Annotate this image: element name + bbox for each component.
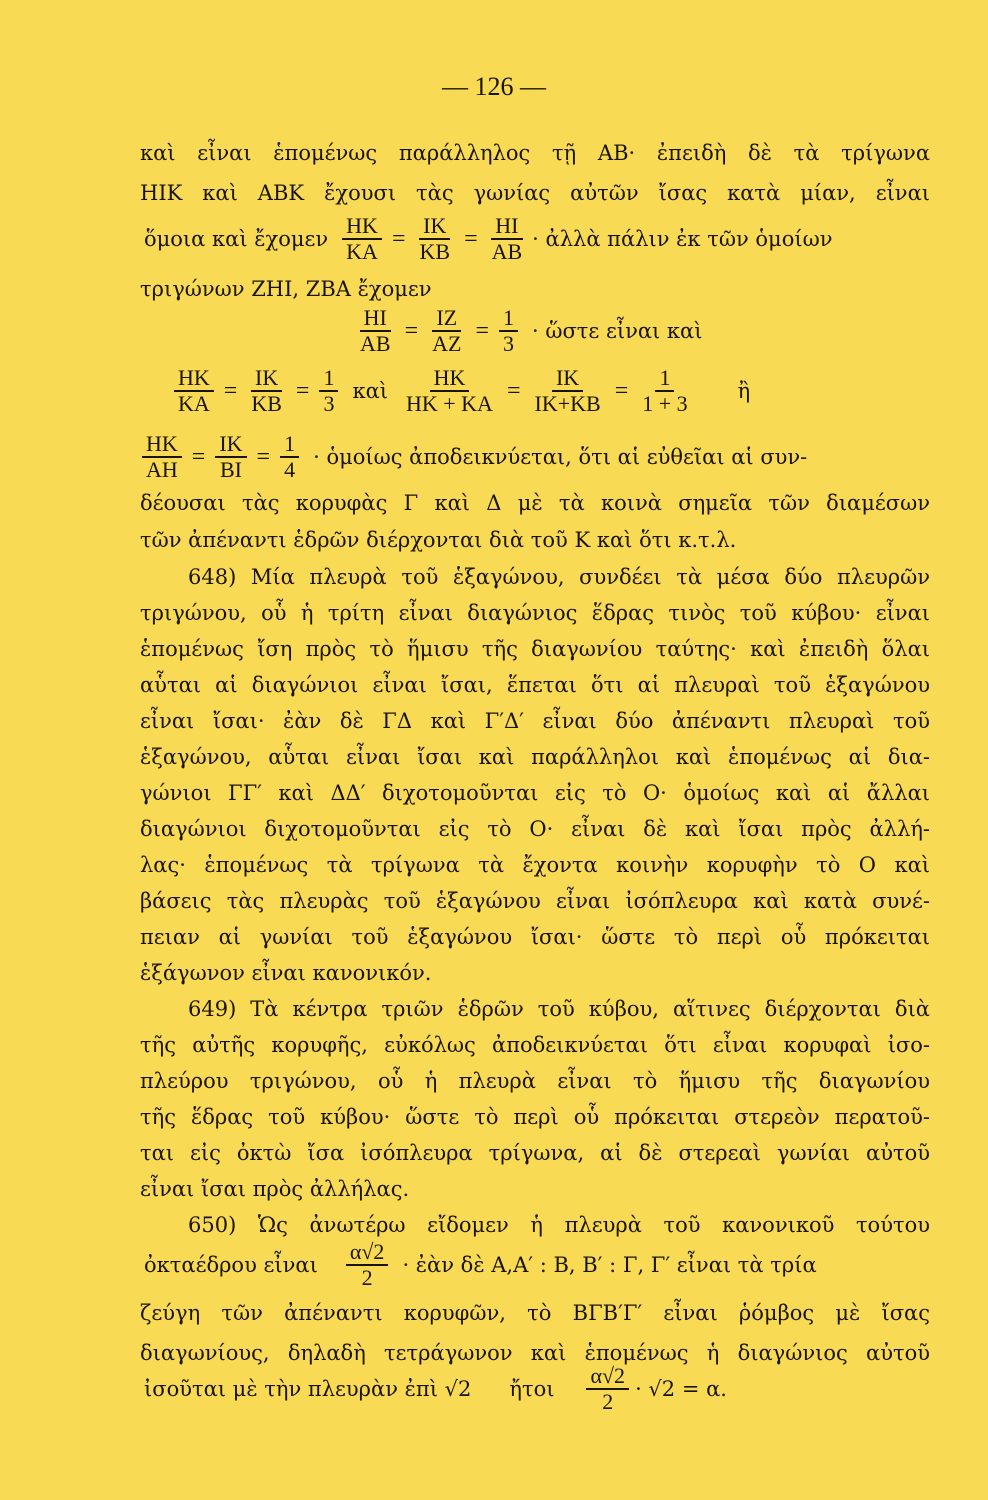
- text-line: τριγώνων ΖΗΙ, ΖΒΑ ἔχομεν: [140, 277, 432, 301]
- fraction: $\frac{IK}{BI}$: [215, 432, 246, 482]
- fraction: $\frac{1}{3}$: [499, 306, 518, 356]
- text-line: εἶναι ἴσαι πρὸς ἀλλήλας.: [140, 1177, 410, 1201]
- text-line: ζεύγη τῶν ἀπέναντι κορυφῶν, τὸ ΒΓΒ′Γ′ εἶναι ῥόμβος μὲ ἴσας: [140, 1301, 930, 1325]
- text-line: ἑξάγωνον εἶναι κανονικόν.: [140, 961, 432, 985]
- equation-text: ἤτοι: [509, 1377, 555, 1401]
- equation-text: ἰσοῦται μὲ τὴν πλευρὰν ἐπὶ √2: [144, 1377, 472, 1401]
- fraction: $\frac{HK}{AH}$: [142, 432, 182, 482]
- paragraph-649-start: 649) Τὰ κέντρα τριῶν ἑδρῶν τοῦ κύβου, αἵτινες διέρχονται διὰ: [188, 997, 930, 1021]
- equation-text: · ὁμοίως ἀποδεικνύεται, ὅτι αἱ εὐθεῖαι αἱ συν-: [313, 445, 808, 469]
- text-line: τῶν ἀπέναντι ἑδρῶν διέρχονται διὰ τοῦ Κ καὶ ὅτι κ.τ.λ.: [140, 528, 737, 552]
- fraction: $\frac{HK}{KA}$: [342, 214, 382, 264]
- equation-line: [136, 1364, 727, 1414]
- equation-line: $\frac{HK}{AH}$ = $\frac{IK}{BI}$ = $\frac{1}{4}$ · ὁμοίως ἀποδεικνύεται, ὅτι αἱ εὐθεῖαι αἱ συν-: [136, 432, 815, 482]
- text-line: γώνιοι ΓΓ′ καὶ ΔΔ′ διχοτομοῦνται εἰς τὸ Ο· ὁμοίως καὶ αἱ ἄλλαι: [140, 781, 930, 805]
- text-line: λας· ἑπομένως τὰ τρίγωνα τὰ ἔχοντα κοινὴν κορυφὴν τὸ Ο καὶ: [140, 853, 930, 877]
- fraction: $\frac{1}{3}$: [319, 366, 338, 416]
- fraction: $\frac{HI}{AB}$: [360, 305, 391, 356]
- text-line: πειαν αἱ γωνίαι τοῦ ἑξαγώνου ἴσαι· ὥστε τὸ περὶ οὗ πρόκειται: [140, 925, 930, 949]
- fraction: $\frac{\alpha√2}{2}$: [346, 1240, 389, 1290]
- equation-text: ἢ: [737, 379, 751, 403]
- fraction: $\frac{\alpha√2}{2}$: [586, 1364, 629, 1414]
- text-line: καὶ εἶναι ἑπομένως παράλληλος τῇ ΑΒ· ἐπειδὴ δὲ τὰ τρίγωνα: [140, 141, 930, 165]
- equation-text: ὅμοια καὶ ἔχομεν: [144, 227, 329, 251]
- text-line: τῆς αὐτῆς κορυφῆς, εὐκόλως ἀποδεικνύεται ὅτι εἶναι κορυφαὶ ἰσο-: [140, 1033, 930, 1057]
- fraction: $\frac{1}{4}$: [280, 432, 299, 482]
- fraction: $\frac{IK}{KB}$: [419, 213, 451, 264]
- paragraph-650-start: 650) Ὡς ἀνωτέρω εἴδομεν ἡ πλευρὰ τοῦ κανονικοῦ τούτου: [188, 1213, 930, 1237]
- page-number: — 126 —: [442, 72, 546, 101]
- text-line: ἑξαγώνου, αὗται εἶναι ἴσαι καὶ παράλληλοι καὶ ἑπομένως αἱ δια-: [140, 745, 930, 769]
- text-line: βάσεις τὰς πλευρὰς τοῦ ἑξαγώνου εἶναι ἰσόπλευρα καὶ κατὰ συνέ-: [140, 889, 930, 913]
- text-line: τριγώνου, οὗ ἡ τρίτη εἶναι διαγώνιος ἕδρας τινὸς τοῦ κύβου· εἶναι: [140, 601, 930, 625]
- equation-text: καὶ: [352, 379, 388, 403]
- equation-text: ὀκταέδρου εἶναι: [144, 1253, 318, 1277]
- fraction: $\frac{HK}{KA}$: [174, 366, 214, 416]
- text-line: δέουσαι τὰς κορυφὰς Γ καὶ Δ μὲ τὰ κοινὰ σημεῖα τῶν διαμέσων: [140, 491, 930, 515]
- equation-text: · ὥστε εἶναι καὶ: [531, 319, 703, 343]
- text-line: εἶναι ἴσαι· ἐὰν δὲ ΓΔ καὶ Γ′Δ′ εἶναι δύο ἀπέναντι πλευραὶ τοῦ: [140, 709, 930, 733]
- equation-line: ὅμοια καὶ ἔχομεν $\frac{HK}{KA}$ = $\frac{IK}{KB}$ = $\frac{HI}{AB}$ · ἀλλὰ πάλιν ἐκ τῶν ὁμοίων: [144, 213, 833, 264]
- text-line: διαγωνίους, δηλαδὴ τετράγωνον καὶ ἑπομένως ἡ διαγώνιος αὐτοῦ: [140, 1341, 930, 1365]
- fraction: $\frac{HK}{HK + KA}$: [405, 365, 493, 416]
- fraction: $\frac{IK}{KB}$: [251, 365, 282, 416]
- text-line: ἑπομένως ἴση πρὸς τὸ ἥμισυ τῆς διαγωνίου ταύτης· καὶ ἐπειδὴ ὅλαι: [140, 637, 930, 661]
- fraction: $\frac{HI}{AB}$: [491, 213, 523, 264]
- equation-line: $\frac{HK}{KA}$ = $\frac{IK}{KB}$ = $\frac{1}{3}$ καὶ $\frac{HK}{HK + KA}$ = $\frac{IK}{IK+KB}$ = $\frac{1}{1 + 3}$ ἢ: [168, 366, 758, 416]
- equation-text: · ἀλλὰ πάλιν ἐκ τῶν ὁμοίων: [532, 227, 833, 251]
- equation-line: $\frac{HI}{AB}$ = $\frac{IZ}{AZ}$ = $\frac{1}{3}$ · ὥστε εἶναι καὶ: [350, 306, 710, 356]
- equation-line: [136, 1240, 825, 1290]
- text-line: τῆς ἕδρας τοῦ κύβου· ὥστε τὸ περὶ οὗ πρόκειται στερεὸν περατοῦ-: [140, 1105, 930, 1129]
- text-line: αὗται αἱ διαγώνιοι εἶναι ἴσαι, ἕπεται ὅτι αἱ πλευραὶ τοῦ ἑξαγώνου: [140, 673, 930, 697]
- fraction: $\frac{IZ}{AZ}$: [432, 305, 462, 356]
- text-line: διαγώνιοι διχοτομοῦνται εἰς τὸ Ο· εἶναι δὲ καὶ ἴσαι πρὸς ἀλλή-: [140, 817, 930, 841]
- text-line: πλεύρου τριγώνου, οὗ ἡ πλευρὰ εἶναι τὸ ἥμισυ τῆς διαγωνίου: [140, 1069, 930, 1093]
- text-line: ται εἰς ὀκτὼ ἴσα ἰσόπλευρα τρίγωνα, αἱ δὲ στερεαὶ γωνίαι αὐτοῦ: [140, 1141, 930, 1165]
- fraction: $\frac{IK}{IK+KB}$: [534, 365, 601, 416]
- equation-text: · √2 = α.: [635, 1377, 727, 1401]
- fraction: $\frac{1}{1 + 3}$: [642, 365, 688, 416]
- equation-text: · ἐὰν δὲ Α,Α′ : Β, Β′ : Γ, Γ′ εἶναι τὰ τρία: [402, 1253, 817, 1277]
- text-line: ΗΙΚ καὶ ΑΒΚ ἔχουσι τὰς γωνίας αὐτῶν ἴσας κατὰ μίαν, εἶναι: [140, 181, 930, 205]
- paragraph-648-start: 648) Μία πλευρὰ τοῦ ἑξαγώνου, συνδέει τὰ μέσα δύο πλευρῶν: [188, 565, 930, 589]
